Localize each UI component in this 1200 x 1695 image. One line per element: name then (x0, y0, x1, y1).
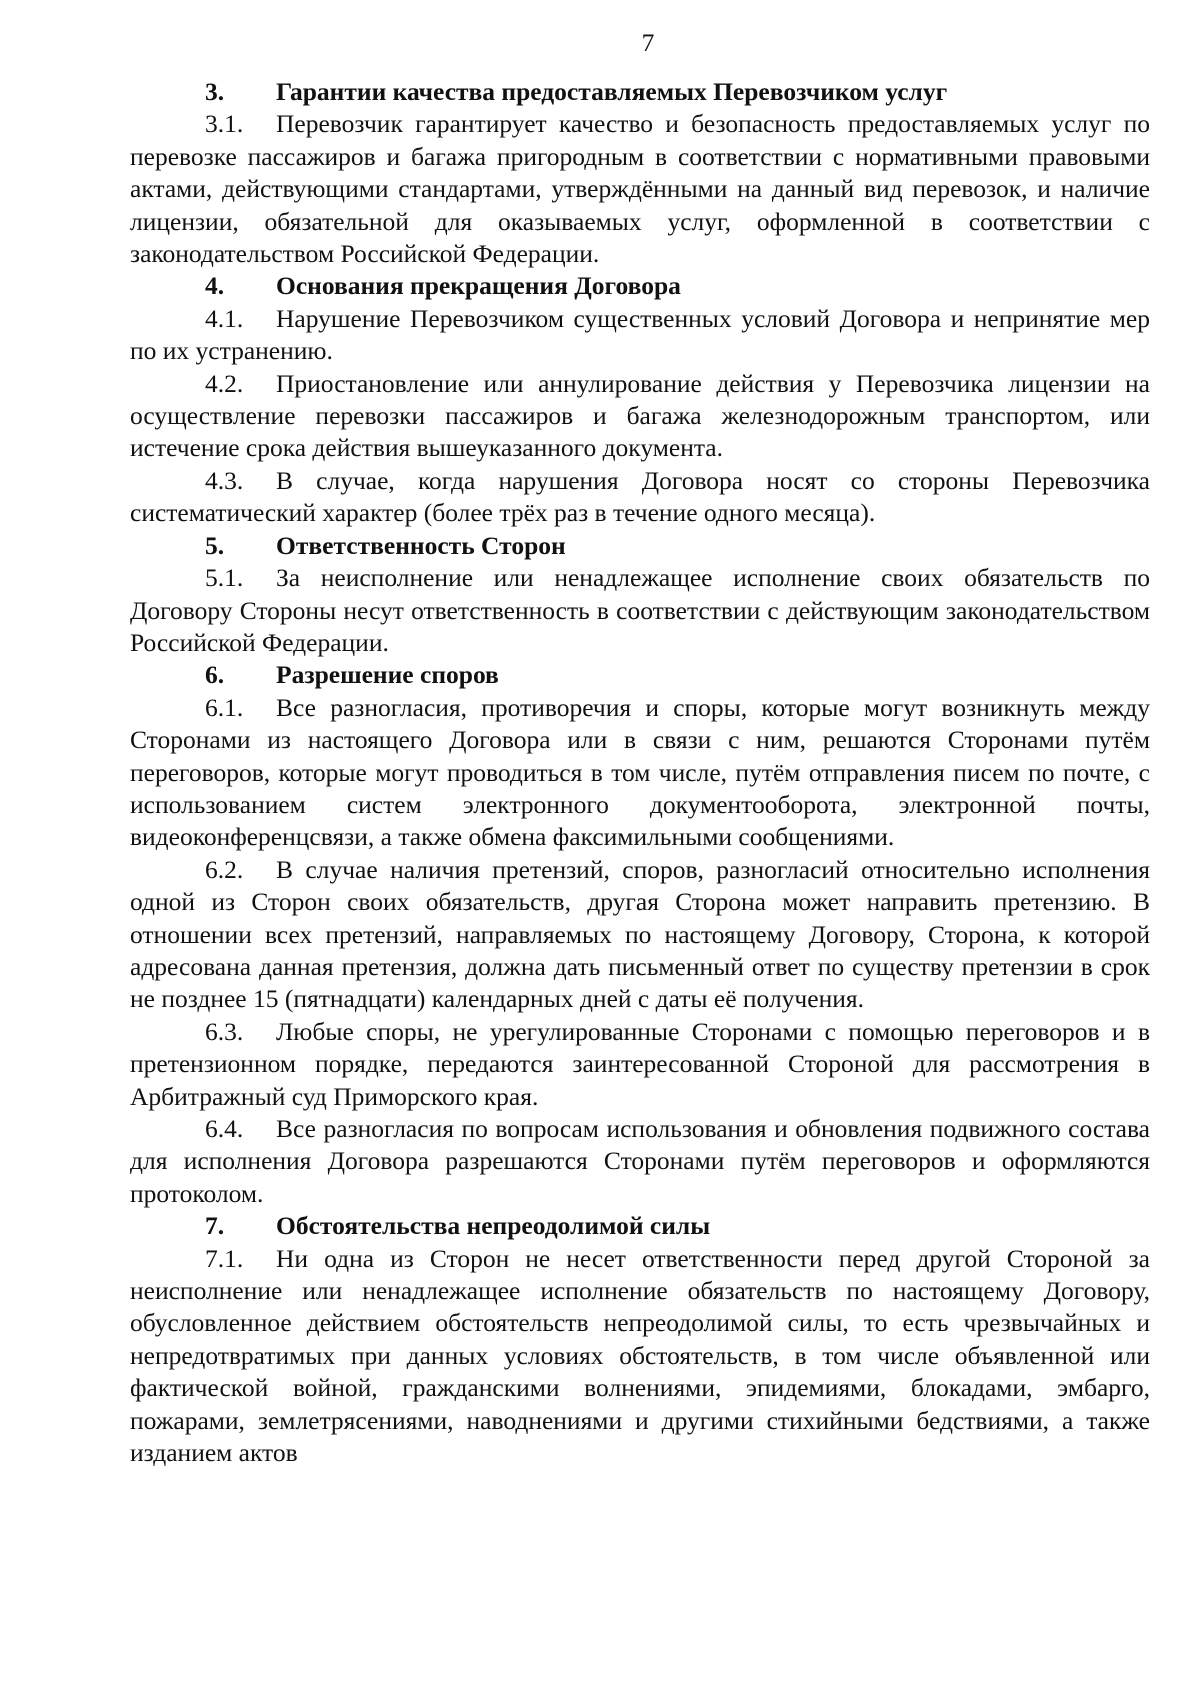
section-4 (130, 270, 1150, 529)
clause-text: В случае наличия претензий, споров, разногласий относительно исполнения одной из Сторон своих обязательств, другая Сторона может направить претензию. В отношении всех претензий, направляемых по настоящему Договору, Сторона, к которой адресована данная претензия, должна дать письменный ответ по существу претензии в срок не позднее 15 (пятнадцати) календарных дней с даты её получения. (130, 854, 1150, 1014)
section-heading (130, 1210, 1150, 1242)
clause-6-3 (130, 1016, 1150, 1113)
section-number: 6. (205, 660, 225, 690)
clause-text: Ни одна из Сторон не несет ответственности перед другой Стороной за неисполнение или ненадлежащее исполнение обязательств по настоящему Договору, обусловленное действием обстоятельств непреодолимой силы, то есть чрезвычайных и непредотвратимых при данных условиях обстоятельств, в том числе объявленной или фактической войной, гражданскими волнениями, эпидемиями, блокадами, эмбарго, пожарами, землетрясениями, наводнениями и другими стихийными бедствиями, а также изданием актов (130, 1243, 1150, 1468)
clause-6-4 (130, 1113, 1150, 1210)
clause-number: 7.1. (205, 1243, 244, 1273)
clause-6-2 (130, 854, 1150, 1016)
clause-5-1 (130, 562, 1150, 659)
document-page (130, 30, 1150, 1469)
clause-text: За неисполнение или ненадлежащее исполнение своих обязательств по Договору Стороны несут ответственность в соответствии с действующим законодательством Российской Федерации. (130, 563, 1150, 657)
section-title: Гарантии качества предоставляемых Перевозчиком услуг (276, 77, 948, 106)
clause-text: Любые споры, не урегулированные Сторонами с помощью переговоров и в претензионном порядке, передаются заинтересованной Стороной для рассмотрения в Арбитражный суд Приморского края. (130, 1016, 1150, 1111)
section-heading (130, 76, 1150, 108)
clause-number: 4.1. (205, 303, 244, 333)
clause-text: Все разногласия по вопросам использования и обновления подвижного состава для исполнения Договора разрешаются Сторонами путём переговоров и оформляются протоколом. (130, 1114, 1150, 1208)
section-number: 3. (205, 77, 225, 106)
clause-number: 6.1. (205, 692, 244, 722)
clause-4-3 (130, 465, 1150, 530)
section-3 (130, 76, 1150, 270)
section-heading (130, 270, 1150, 302)
section-6 (130, 659, 1150, 1210)
clause-number: 4.3. (205, 465, 244, 495)
clause-4-1 (130, 303, 1150, 368)
clause-text: Все разногласия, противоречия и споры, которые могут возникнуть между Сторонами из настоящего Договора или в связи с ним, решаются Сторонами путём переговоров, которые могут проводиться в том числе, путём отправления писем по почте, с использованием систем электронного документооборота, электронной почты, видеоконференцсвязи, а также обмена факсимильными сообщениями. (130, 692, 1150, 852)
clause-number: 6.4. (205, 1114, 244, 1143)
clause-text: Перевозчик гарантирует качество и безопасность предоставляемых услуг по перевозке пассажиров и багажа пригородным в соответствии с нормативными правовыми актами, действующими стандартами, утверждёнными на данный вид перевозок, и наличие лицензии, обязательной для оказываемых услуг, оформленной в соответствии с законодательством Российской Федерации. (130, 109, 1150, 269)
clause-6-1 (130, 692, 1150, 854)
clause-number: 3.1. (205, 109, 244, 139)
clause-4-2 (130, 368, 1150, 465)
clause-number: 6.2. (205, 854, 244, 884)
section-title: Ответственность Сторон (276, 530, 566, 560)
section-number: 5. (205, 530, 225, 560)
section-5 (130, 530, 1150, 660)
clause-text: Приостановление или аннулирование действия у Перевозчика лицензии на осуществление перевозки пассажиров и багажа железнодорожным транспортом, или истечение срока действия вышеуказанного документа. (130, 368, 1150, 463)
section-title: Разрешение споров (276, 660, 499, 690)
clause-text: В случае, когда нарушения Договора носят со стороны Перевозчика систематический характер (более трёх раз в течение одного месяца). (130, 465, 1150, 528)
clause-7-1 (130, 1243, 1150, 1470)
section-heading (130, 659, 1150, 691)
section-number: 4. (205, 271, 225, 301)
section-title: Основания прекращения Договора (276, 271, 681, 301)
clause-3-1 (130, 108, 1150, 270)
clause-text: Нарушение Перевозчиком существенных условий Договора и непринятие мер по их устранению. (130, 303, 1150, 366)
section-title: Обстоятельства непреодолимой силы (276, 1211, 711, 1241)
clause-number: 5.1. (205, 563, 244, 593)
section-7 (130, 1210, 1150, 1469)
clause-number: 4.2. (205, 368, 244, 398)
section-heading (130, 530, 1150, 562)
section-number: 7. (205, 1211, 225, 1241)
clause-number: 6.3. (205, 1016, 244, 1046)
page-number: 7 (641, 28, 655, 57)
